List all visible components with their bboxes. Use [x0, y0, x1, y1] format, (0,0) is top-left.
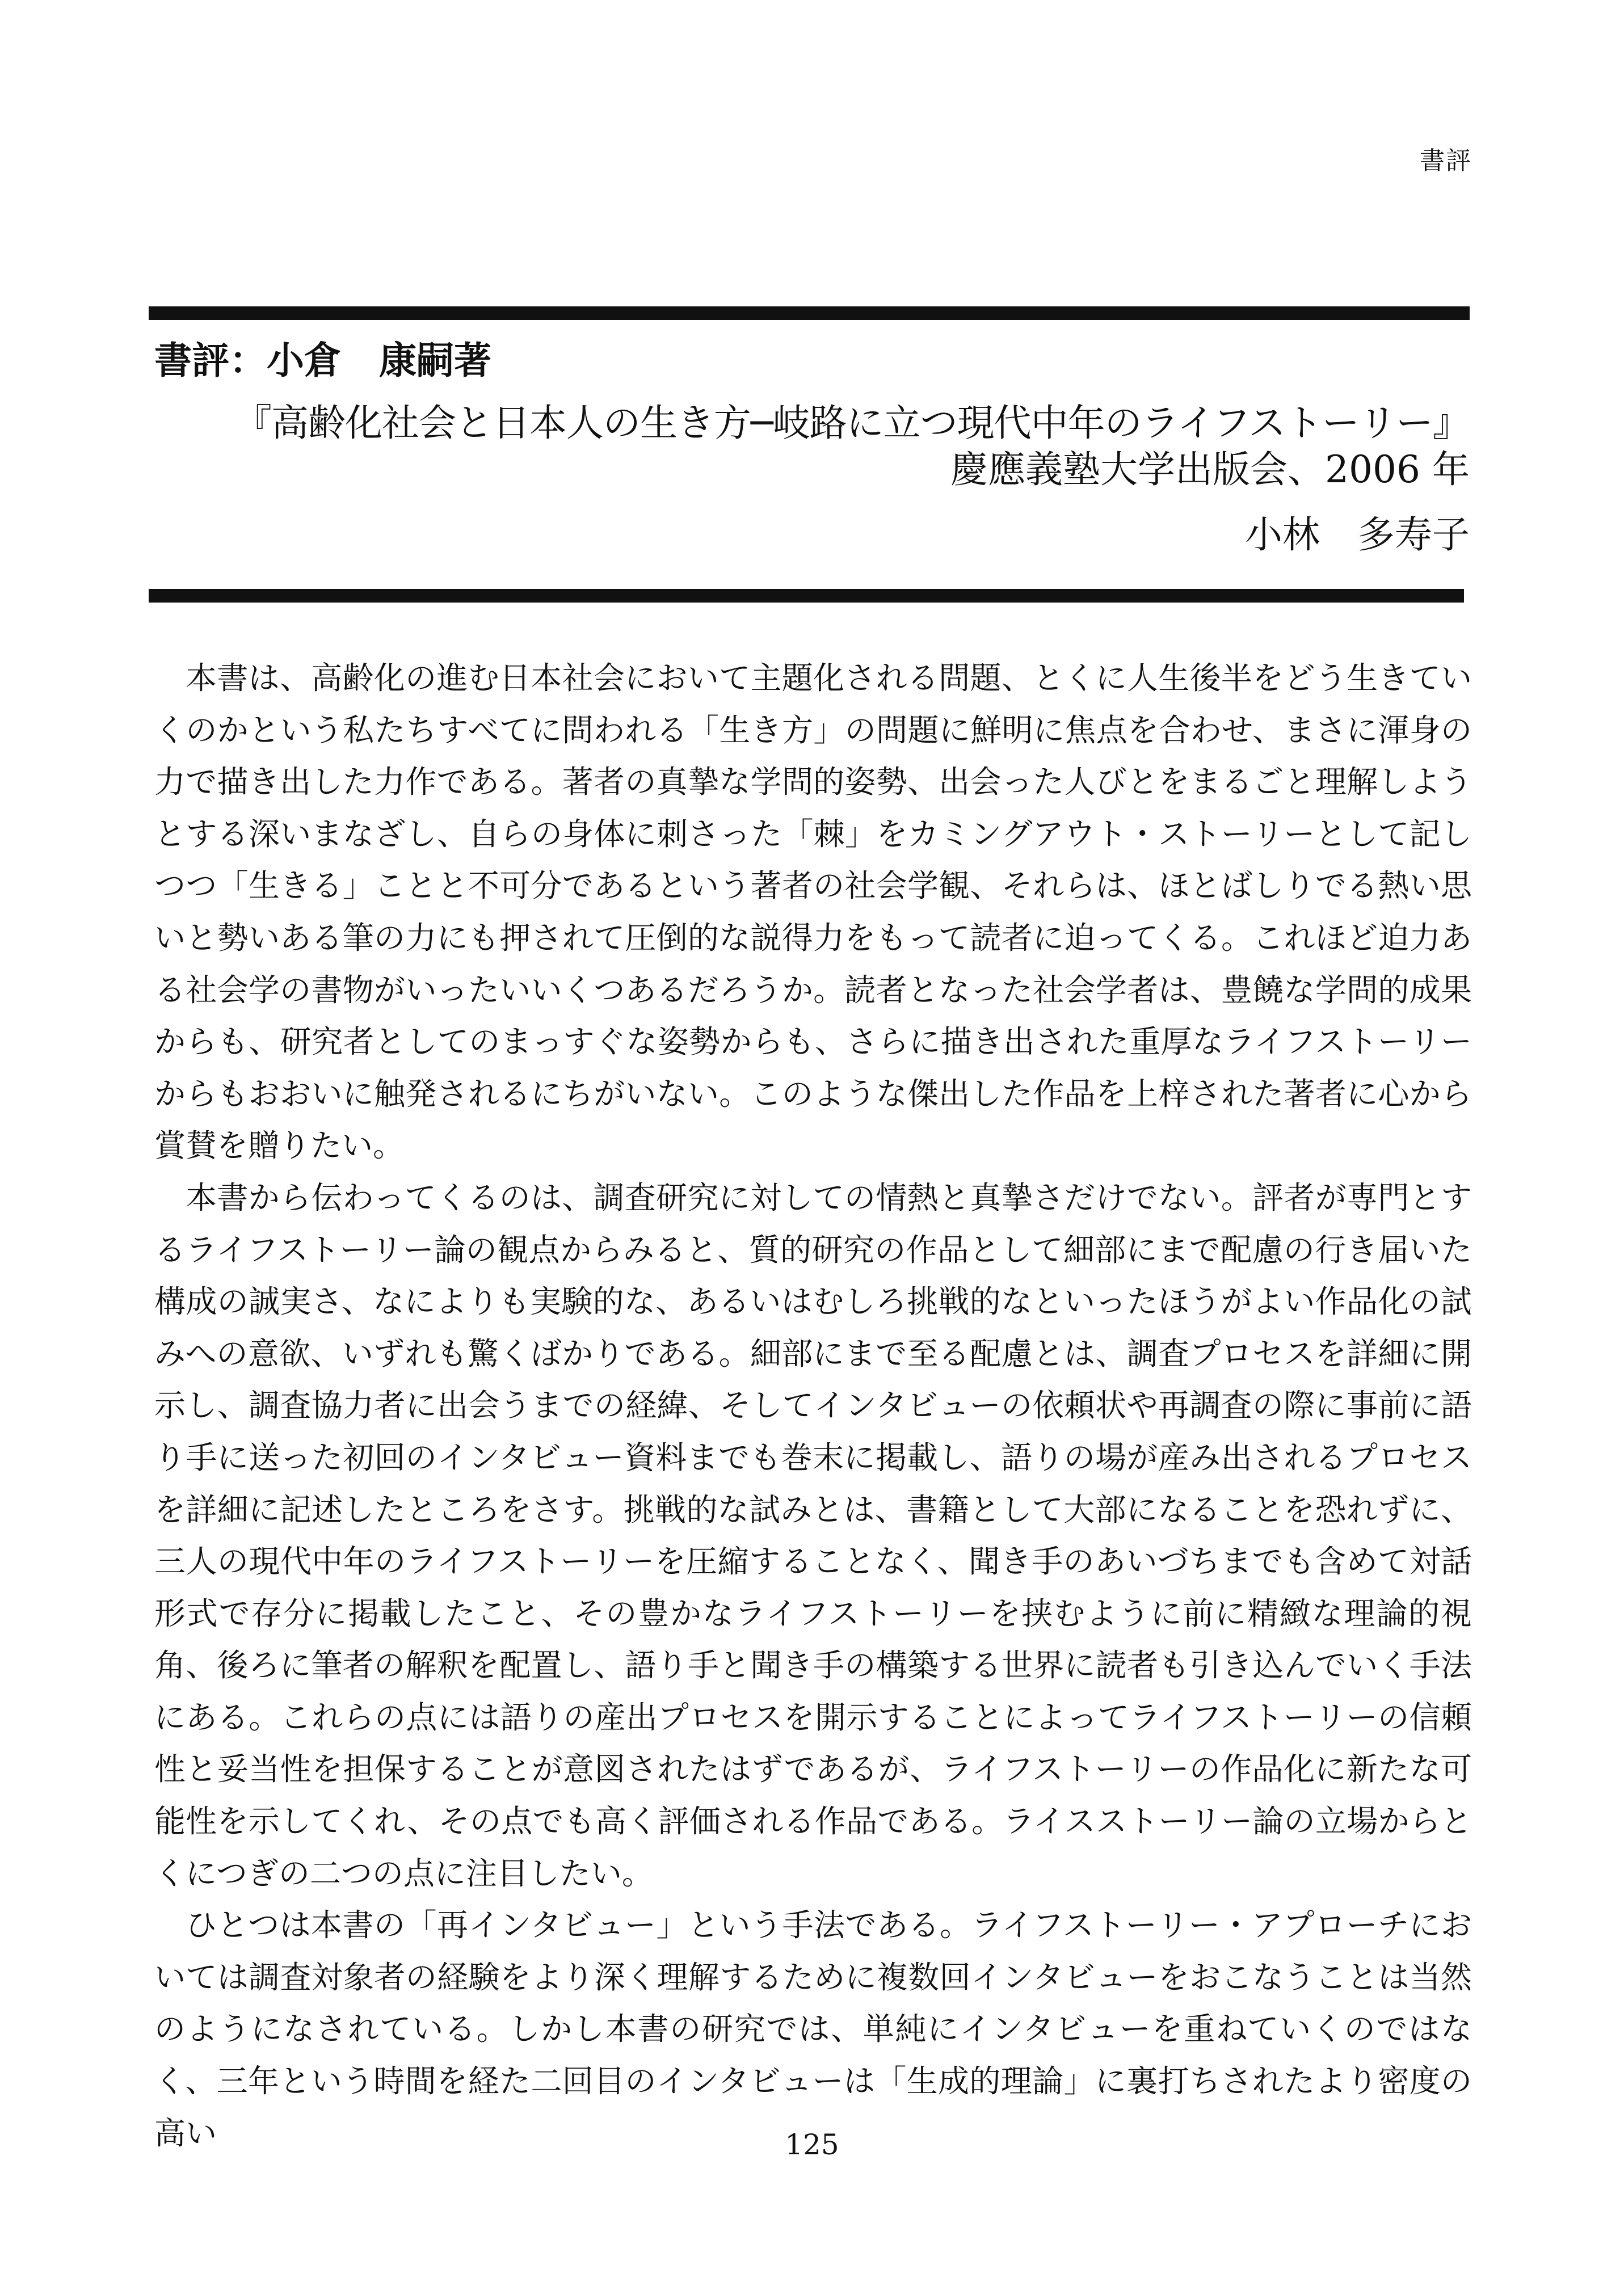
paragraph-3: ひとつは本書の「再インタビュー」という手法である。ライフストーリー・アプローチにおいては調査対象者の経験をより深く理解するために複数回インタビューをおこなうことは当然のようになされている。しかし本書の研究では、単純にインタビューを重ねていくのではなく、三年という時間を経た二回目のインタビューは「生成的理論」に裏打ちされたより密度の高い	[154, 1907, 1472, 2151]
review-title: 書評：小倉 康嗣著	[154, 338, 491, 382]
paragraph-2: 本書から伝わってくるのは、調査研究に対しての情熱と真摯さだけでない。評者が専門とするライフストーリー論の観点からみると、質的研究の作品として細部にまで配慮の行き届いた構成の誠実さ、なによりも実験的な、あるいはむしろ挑戦的なといったほうがよい作品化の試みへの意欲、いずれも驚くばかりである。細部にまで至る配慮とは、調査プロセスを詳細に開示し、調査協力者に出会うまでの経緯、そしてインタビューの依頼状や再調査の際に事前に語り手に送った初回のインタビュー資料までも巻末に掲載し、語りの場が産み出されるプロセスを詳細に記述したところをさす。挑戦的な試みとは、書籍として大部になることを恐れずに、三人の現代中年のライフストーリーを圧縮することなく、聞き手のあいづちまでも含めて対話形式で存分に掲載したこと、その豊かなライフストーリーを挟むように前に精緻な理論的視角、後ろに筆者の解釈を配置し、語り手と聞き手の構築する世界に読者も引き込んでいく手法にある。これらの点には語りの産出プロセスを開示することによってライフストーリーの信頼性と妥当性を担保することが意図されたはずであるが、ライフストーリーの作品化に新たな可能性を示してくれ、その点でも高く評価される作品である。ライスストーリー論の立場からとくにつぎの二つの点に注目したい。	[154, 1179, 1472, 1892]
reviewer-name: 小林 多寿子	[1245, 512, 1470, 557]
body-text	[154, 652, 1472, 2159]
bottom-rule	[149, 589, 1464, 603]
title-block	[154, 337, 1470, 558]
running-header: 書評	[1420, 146, 1472, 175]
top-rule	[149, 306, 1470, 320]
publisher-line: 慶應義塾大学出版会、2006 年	[950, 448, 1470, 491]
paragraph-1: 本書は、高齢化の進む日本社会において主題化される問題、とくに人生後半をどう生きていくのかという私たちすべてに問われる「生き方」の問題に鮮明に焦点を合わせ、まさに渾身の力で描き出した力作である。著者の真摯な学問的姿勢、出会った人びとをまるごと理解しようとする深いまなざし、自らの身体に刺さった「棘」をカミングアウト・ストーリーとして記しつつ「生きる」ことと不可分であるという著者の社会学観、それらは、ほとばしりでる熱い思いと勢いある筆の力にも押されて圧倒的な説得力をもって読者に迫ってくる。これほど迫力ある社会学の書物がいったいいくつあるだろうか。読者となった社会学者は、豊饒な学問的成果からも、研究者としてのまっすぐな姿勢からも、さらに描き出された重厚なライフストーリーからもおおいに触発されるにちがいない。このような傑出した作品を上梓された著者に心から賞賛を贈りたい。	[154, 660, 1472, 1164]
book-title: 『高齢化社会と日本人の生き方─岐路に立つ現代中年のライフストーリー』	[234, 401, 1470, 445]
page-number: 125	[785, 2128, 839, 2161]
